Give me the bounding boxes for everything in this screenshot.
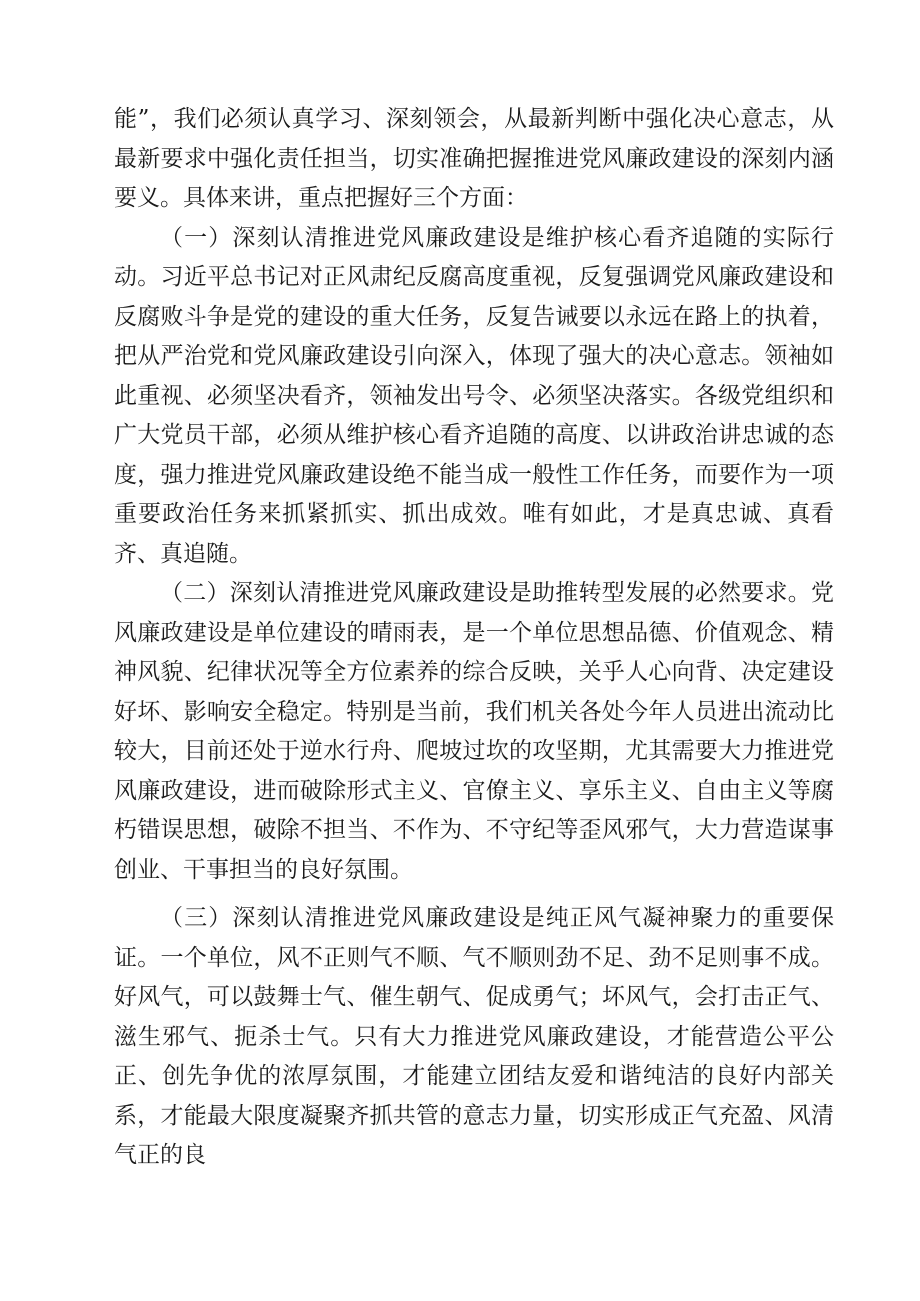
document-body xyxy=(114,100,834,1176)
paragraph-intro-continuation: 能”，我们必须认真学习、深刻领会，从最新判断中强化决心意志，从最新要求中强化责任担当，切实准确把握推进党风廉政建设的深刻内涵要义。具体来讲，重点把握好三个方面： xyxy=(114,106,834,211)
paragraph-point-three: （三）深刻认清推进党风廉政建设是纯正风气凝神聚力的重要保证。一个单位，风不正则气不顺、气不顺则劲不足、劲不足则事不成。好风气，可以鼓舞士气、催生朝气、促成勇气；坏风气，会打击正气、滋生邪气、扼杀士气。只有大力推进党风廉政建设，才能营造公平公正、创先争优的浓厚氛围，才能建立团结友爱和谐纯洁的良好内部关系，才能最大限度凝聚齐抓共管的意志力量，切实形成正气充盈、风清气正的良 xyxy=(114,905,834,1168)
paragraph-point-two: （二）深刻认清推进党风廉政建设是助推转型发展的必然要求。党风廉政建设是单位建设的晴雨表，是一个单位思想品德、价值观念、精神风貌、纪律状况等全方位素养的综合反映，关乎人心向背、决定建设好坏、影响安全稳定。特别是当前，我们机关各处今年人员进出流动比较大，目前还处于逆水行舟、爬坡过坎的攻坚期，尤其需要大力推进党风廉政建设，进而破除形式主义、官僚主义、享乐主义、自由主义等腐朽错误思想，破除不担当、不作为、不守纪等歪风邪气，大力营造谋事创业、干事担当的良好氛围。 xyxy=(114,580,834,883)
paragraph-point-one: （一）深刻认清推进党风廉政建设是维护核心看齐追随的实际行动。习近平总书记对正风肃纪反腐高度重视，反复强调党风廉政建设和反腐败斗争是党的建设的重大任务，反复告诫要以永远在路上的执着，把从严治党和党风廉政建设引向深入，体现了强大的决心意志。领袖如此重视、必须坚决看齐，领袖发出号令、必须坚决落实。各级党组织和广大党员干部，必须从维护核心看齐追随的高度、以讲政治讲忠诚的态度，强力推进党风廉政建设绝不能当成一般性工作任务，而要作为一项重要政治任务来抓紧抓实、抓出成效。唯有如此，才是真忠诚、真看齐、真追随。 xyxy=(114,224,834,567)
